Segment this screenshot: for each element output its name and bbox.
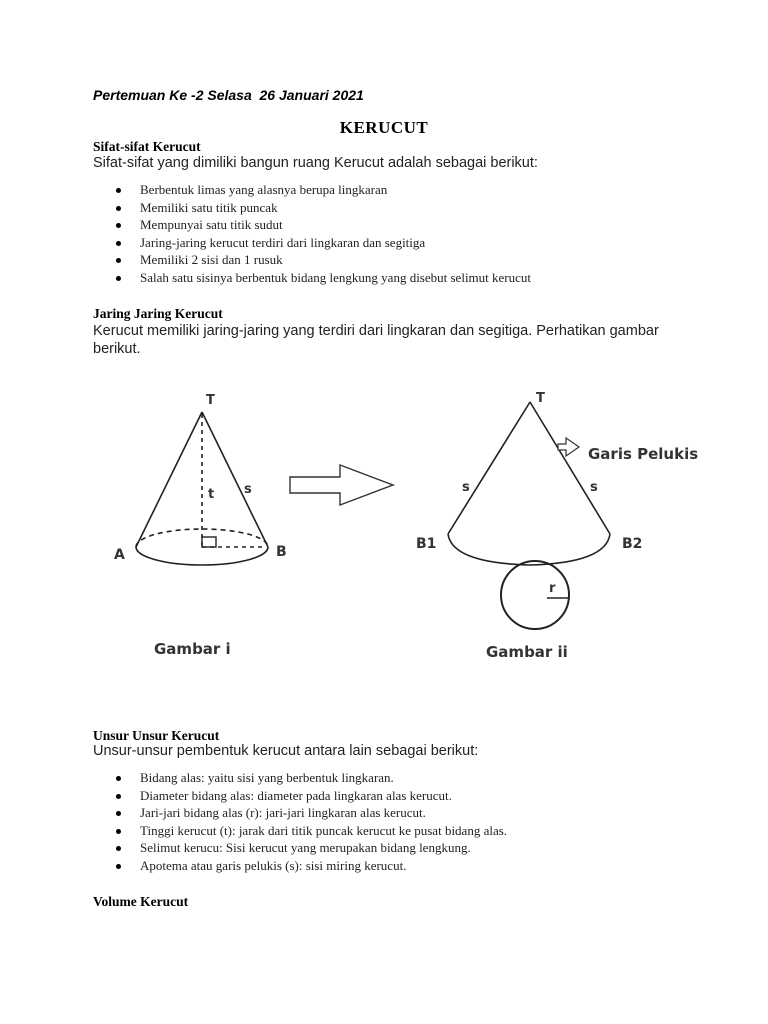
- unsur-list: [112, 769, 507, 875]
- point-b-label: B: [276, 544, 287, 560]
- meeting-date: Pertemuan Ke -2 Selasa 26 Januari 2021: [93, 87, 364, 103]
- page-title: KERUCUT: [339, 118, 429, 137]
- list-item: Jaring-jaring kerucut terdiri dari lingkaran dan segitiga: [112, 234, 531, 252]
- apex-label-net: T: [536, 391, 545, 406]
- list-item: Tinggi kerucut (t): jarak dari titik puncak kerucut ke pusat bidang alas.: [112, 822, 507, 840]
- slant-label: s: [244, 482, 252, 497]
- point-b1-label: B1: [416, 536, 437, 552]
- point-b2-label: B2: [622, 536, 643, 552]
- list-item: Memiliki satu titik puncak: [112, 199, 531, 217]
- list-item: Berbentuk limas yang alasnya berupa lingkaran: [112, 181, 531, 199]
- garis-pelukis-label: Garis Pelukis: [588, 445, 699, 463]
- list-item: Bidang alas: yaitu sisi yang berbentuk lingkaran.: [112, 769, 507, 787]
- list-item: Mempunyai satu titik sudut: [112, 216, 531, 234]
- jaring-intro: Kerucut memiliki jaring-jaring yang terdiri dari lingkaran dan segitiga. Perhatikan gambar berikut.: [93, 323, 659, 357]
- section-heading-volume: Volume Kerucut: [93, 894, 189, 909]
- section-heading-sifat: Sifat-sifat Kerucut: [93, 139, 201, 154]
- section-heading-unsur: Unsur Unsur Kerucut: [93, 728, 220, 743]
- list-item: Apotema atau garis pelukis (s): sisi miring kerucut.: [112, 857, 507, 875]
- height-label: t: [208, 487, 215, 502]
- cone-net-diagram: [448, 402, 610, 629]
- caption-gambar-ii: Gambar ii: [486, 643, 568, 661]
- list-item: Diameter bidang alas: diameter pada lingkaran alas kerucut.: [112, 787, 507, 805]
- list-item: Selimut kerucu: Sisi kerucut yang merupakan bidang lengkung.: [112, 839, 507, 857]
- unsur-intro: Unsur-unsur pembentuk kerucut antara lain sebagai berikut:: [93, 743, 479, 759]
- list-item: Memiliki 2 sisi dan 1 rusuk: [112, 251, 531, 269]
- slant-right-label: s: [590, 480, 598, 495]
- sifat-intro: Sifat-sifat yang dimiliki bangun ruang Kerucut adalah sebagai berikut:: [93, 155, 538, 171]
- list-item: Salah satu sisinya berbentuk bidang lengkung yang disebut selimut kerucut: [112, 269, 531, 287]
- point-a-label: A: [114, 547, 125, 563]
- apex-label: T: [206, 393, 215, 408]
- radius-label: r: [549, 581, 556, 596]
- section-heading-jaring: Jaring Jaring Kerucut: [93, 306, 223, 321]
- slant-left-label: s: [462, 480, 470, 495]
- arrow-right-icon: [290, 465, 393, 505]
- list-item: Jari-jari bidang alas (r): jari-jari lingkaran alas kerucut.: [112, 804, 507, 822]
- caption-gambar-i: Gambar i: [154, 640, 231, 658]
